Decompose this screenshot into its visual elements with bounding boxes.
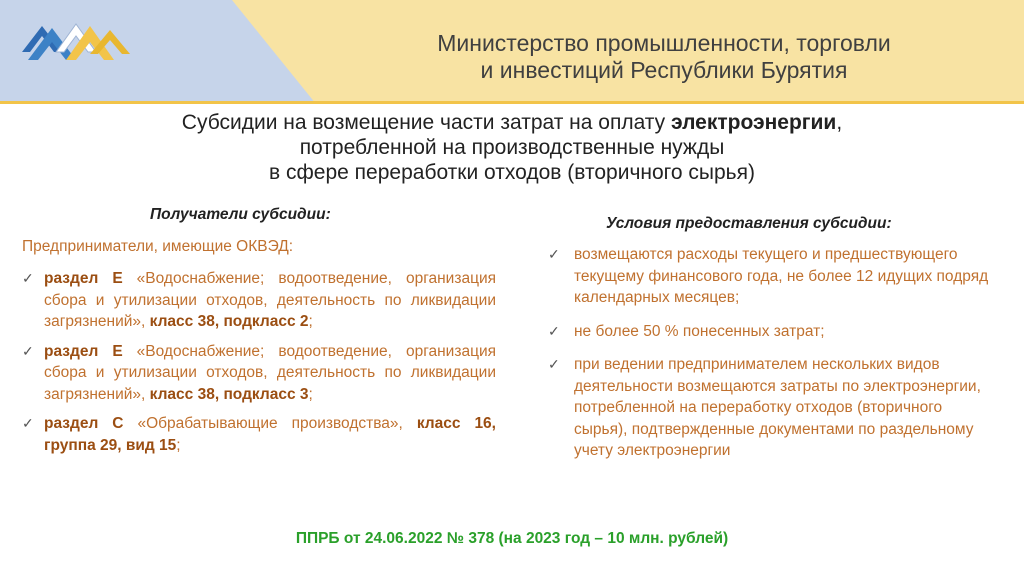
check-icon: ✓	[22, 270, 34, 286]
ministry-logo-icon	[22, 14, 134, 60]
item-end: ;	[308, 313, 313, 330]
section-label: раздел Е	[44, 270, 123, 287]
list-item	[22, 413, 496, 456]
condition-text: не более 50 % понесенных затрат;	[574, 322, 825, 340]
conditions-heading: Условия предоставления субсидии:	[606, 215, 892, 232]
slide-title	[60, 110, 964, 185]
class-label: класс 38, подкласс 3	[149, 385, 309, 403]
list-item	[548, 321, 996, 343]
section-label: раздел Е	[44, 342, 123, 360]
list-item	[22, 341, 496, 406]
ministry-line-1: Министерство промышленности, торговли	[437, 30, 891, 56]
title-line-2: потребленной на производственные нужды	[299, 136, 725, 159]
header-divider	[0, 101, 1024, 104]
ministry-name	[330, 30, 998, 84]
title-comma: ,	[836, 111, 843, 134]
regulation-reference: ППРБ от 24.06.2022 № 378 (на 2023 год – 10 млн. рублей)	[295, 530, 729, 547]
list-item	[22, 268, 496, 333]
title-keyword: электроэнергии	[671, 111, 837, 134]
check-icon: ✓	[548, 246, 560, 262]
section-description: «Водоснабжение; водоотведение, организация сбора и утилизации отходов, деятельность по ликвидации загрязнений»,	[44, 270, 496, 330]
title-text-1: Субсидии на возмещение части затрат на оплату	[181, 111, 671, 134]
recipients-heading: Получатели субсидии:	[150, 206, 331, 223]
condition-text: возмещаются расходы текущего и предшествующего текущему финансового года, не более 12 идущих подряд календарных месяцев;	[574, 246, 989, 306]
check-icon: ✓	[548, 356, 560, 372]
conditions-list	[548, 244, 996, 474]
condition-text: при ведении предпринимателем нескольких видов деятельности возмещаются затраты по электроэнергии, потребленной на переработку отходов (вторичного сырья), подтвержденные документами по раздельному учету электроэнергии	[574, 356, 981, 459]
recipients-intro: Предприниматели, имеющие ОКВЭД:	[22, 238, 294, 255]
section-description: «Обрабатывающие производства»,	[123, 415, 417, 432]
item-end: ;	[308, 385, 313, 403]
list-item	[548, 244, 996, 309]
check-icon: ✓	[22, 415, 34, 431]
class-label: класс 38, подкласс 2	[149, 313, 309, 330]
ministry-line-2: и инвестиций Республики Бурятия	[480, 57, 848, 83]
check-icon: ✓	[22, 342, 34, 359]
recipients-list	[22, 268, 496, 464]
title-line-3: в сфере переработки отходов (вторичного сырья)	[269, 161, 755, 184]
section-label: раздел С	[44, 415, 124, 432]
section-description: «Водоснабжение; водоотведение, организация сбора и утилизации отходов, деятельность по ликвидации загрязнений»,	[44, 342, 496, 403]
class-label: класс 16, группа 29, вид 15	[44, 415, 496, 454]
check-icon: ✓	[548, 322, 560, 339]
list-item	[548, 354, 996, 462]
item-end: ;	[176, 436, 181, 454]
title-line-1	[60, 110, 964, 135]
slide-header	[0, 0, 1024, 104]
